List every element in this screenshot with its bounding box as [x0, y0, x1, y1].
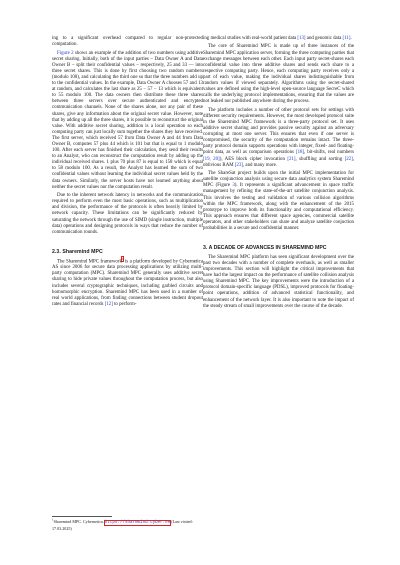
citation[interactable]: [19, 20] — [203, 156, 220, 162]
paragraph: The core of Sharemind MPC is made up of three instances of the Sharemind MPC application server, forming the three computing parties that exchange messages between each other. Each input party secret-shares each confidential value into three additive shares and sends each share to a respective computing party. Hence, each computing party receives only a part of each value, making the individual shares indistinguishable from random values if viewed separately. Algorithms using the secret-shared values are defined using the high-level open-source language SecreC which calls the underlying protocol implementations, ensuring that the values are not leaked nor published anywhere during the process. — [203, 44, 354, 105]
paragraph-text: to perform- — [112, 301, 137, 307]
citation[interactable]: [11] — [342, 36, 351, 41]
paragraph: The ShareSat project builds upon the initial MPC implementation for satellite conjunction analysis using secure data analytics system Sharemind MPC (Figure 3). It represents a significant advancement in space traffic management by refining the state-of-the-art satellite conjunction analysis. This involves the testing and validation of various collision algorithms within the MPC framework, along with the enhancement of the 2015 prototype to improve both its functionality and computational efficiency. This approach ensures that different space agencies, commercial satellite operators, and other stakeholders can share and analyze satellite conjuction probabilities in a secure and confidential manner. — [203, 171, 354, 231]
figure-reference[interactable]: Figure 2 — [57, 50, 74, 56]
footnote-text: Sharemind MPC. Cybernetica. — [53, 519, 105, 524]
section-heading: 3. A DECADE OF ADVANCES IN SHAREMIND MPC — [203, 245, 327, 252]
left-column — [52, 36, 203, 310]
spacer — [203, 234, 354, 245]
citation[interactable]: [13] — [297, 36, 306, 41]
section-heading: 2.3. Sharemind MPC — [52, 249, 103, 256]
figure-reference[interactable]: 3 — [232, 183, 235, 189]
citation[interactable]: [12] — [104, 301, 113, 307]
citation[interactable]: [21] — [287, 156, 296, 162]
paragraph — [52, 256, 203, 308]
citation[interactable]: [22] — [344, 156, 353, 162]
paragraph: Due to the inherent network latency in networks and the communication required to perform even the most basic operations, such as multiplication and division, the performance of the protocols is often heavily limited by network capacity. These limitations can be significantly reduced by saturating the network through the use of SIMD (single instruction, multiple data) operations and designing protocols in ways that reduce the number of communication rounds. — [52, 193, 203, 235]
paragraph: The platform includes a number of other protocol sets for settings with different security requirements. However, the most developed protocol suite in the Sharemind MPC framework is a three-party protocol set. It uses additive secret sharing and provides passive security against an adversary corrupting at most one server. This ensures that even if one server is compromised, the security of the computation remains intact. The three-party protocol domain supports operations with integer, fixed- and floating-point data, as well as comparison operations [18], bit-shifts, real numbers [19, 20]), AES block cipher invocation [21], shuffling and sorting [22], oblivious RAM [23], and many more. — [203, 107, 354, 168]
footnote-text: (Last visited: 17.03.2025) — [52, 519, 193, 532]
paragraph: ing medical studies with real-world patient data [13] and genomic data [11]. — [203, 36, 352, 41]
paragraph-text: is a platform developed by Cybernetica AS since 2006 for secure data processing applications by utilizing multi-party computation (MPC). Sharemind MPC generally uses additive secret sharing to hide private values throughout the computation process, but also includes several cryptographic techniques, including garbled circuits and homomorphic encryption. Sharemind MPC has been used in a number of real world applications, from finding connections between student dropout rates and financial records — [52, 259, 203, 307]
citation[interactable]: [18] — [295, 150, 305, 156]
footnote-rule — [52, 516, 112, 517]
footnote — [52, 519, 203, 531]
paragraph-text: shows an example of the addition of two numbers using additive secret sharing. Initially, both of the input parties – Data Owner A and Data Owner B – split their confidential values – respectively, 25 and 33 — into three secret shares. This is done by first choosing two random numbers (modulo 100), and calculating the third one so that the three numbers add up to the confidential values. In the example, Data Owner A chooses 57 and 13 at random, and calculates the last share as 25 − 57 − 13 which is equivalent to 55 modulo 100. The data owners then distribute these three shares between three servers over secure authenticated and encrypted communication channels. None of the shares alone, nor any pair of these shares, give any information about the original secret value. However, note that by adding up all the three shares, it is possible to reconstruct the original value. With additive secret sharing, addition is a local operation so each computing party can just locally sum together the shares they have received. The first server, which received 57 from Data Owner A and 44 from Data Owner B, computes 57 plus 44 which is 101 but that is equal to 1 modulo 100. After each server has finished their calculation, they send their results to an Analyst, who can reconstruct the computation result by adding up the individual received shares. 1 plus 70 plus 87 is equal to 158 which is equal to 58 modulo 100. As a result, the Analyst has learned the sum of two confidential values without learning the individual secret values held by the data owners. Similarly, the server hosts have not learned anything about neither the secret values nor the computation result. — [52, 50, 203, 190]
footnote-marker[interactable]: 1 — [121, 256, 124, 261]
right-column — [203, 36, 354, 312]
footnote-link[interactable]: https://sharemind.cyber.ee — [104, 521, 171, 525]
citation[interactable]: [23] — [234, 162, 243, 168]
paragraph-text: The Sharemind MPC framework — [57, 259, 122, 265]
paragraph: ing to a significant overhead compared to regular non-protected computation. — [52, 36, 203, 48]
spacer — [52, 238, 203, 249]
footnote-number: 1 — [52, 517, 54, 522]
paragraph — [52, 51, 203, 191]
paragraph: The Sharemind MPC platform has seen significant development over the past two decades with a number of complete overhauls, as well as smaller improvements. This section will highlight the critical improvements that have had the largest impact on the performance of satellite collision analysis using Sharemind MPC. The key improvements were the introduction of a protocol domain-specific language (PDSL), improved protocols for floating-point operations, addition of advanced statistical functionality, and enhancement of the network layer. It is also important to note the impact of the steady stream of small improvements over the course of the decade. — [203, 254, 354, 309]
